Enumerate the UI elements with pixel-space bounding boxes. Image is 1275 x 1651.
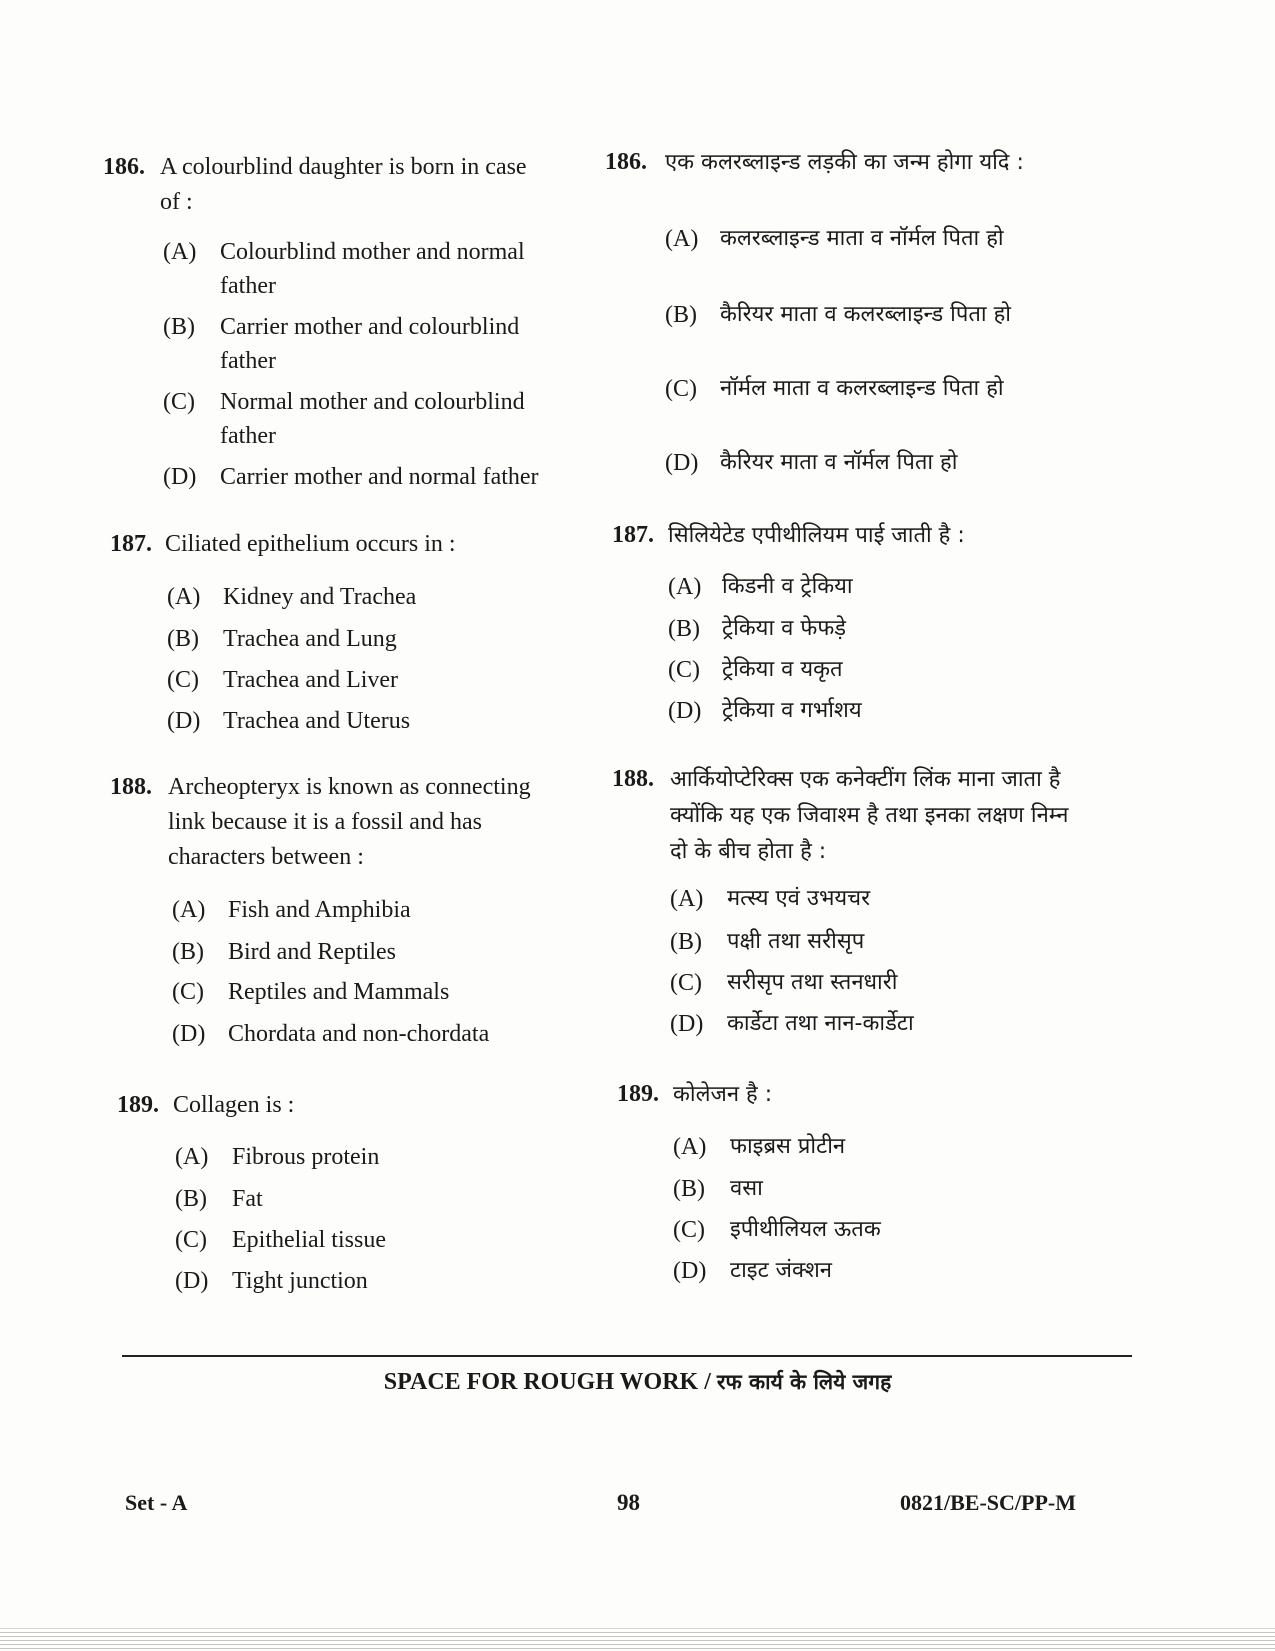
question-text-line: Ciliated epithelium occurs in : (165, 531, 456, 557)
question-number: 189. (617, 1081, 659, 1107)
option-label: (A) (670, 886, 704, 912)
question-text (165, 527, 456, 562)
option-label: (C) (172, 979, 204, 1005)
option-text (228, 1017, 489, 1051)
option-text-line: सरीसृप तथा स्तनधारी (727, 970, 898, 995)
set-label: Set - A (125, 1490, 188, 1515)
option-text-line: Fibrous protein (232, 1144, 380, 1170)
option-text (730, 1172, 763, 1206)
question-text-line: link because it is a fossil and has (168, 809, 482, 835)
option-text-line: Fish and Amphibia (228, 897, 411, 923)
question-text (673, 1077, 772, 1113)
option-text-line: ट्रेकिया व फेफड़े (722, 616, 847, 641)
option-text-line: Carrier mother and colourblind (220, 314, 520, 340)
option-text-line: कार्डेटा तथा नान-कार्डेटा (727, 1011, 914, 1036)
option-label: (A) (665, 226, 699, 252)
option-text-line: Trachea and Liver (223, 667, 399, 693)
option-text (730, 1130, 845, 1164)
option-text-line: किडनी व ट्रेकिया (722, 574, 853, 599)
option-label: (A) (175, 1144, 209, 1170)
option-text (730, 1213, 881, 1247)
option-text-line: Epithelial tissue (232, 1227, 386, 1253)
question-number: 189. (117, 1092, 159, 1118)
option-label: (C) (167, 667, 199, 693)
rough-work-divider (122, 1355, 1132, 1357)
option-label: (C) (670, 970, 702, 996)
question-number: 188. (612, 766, 654, 792)
option-label: (D) (167, 708, 201, 734)
option-text-line: इपीथीलियल ऊतक (730, 1217, 881, 1242)
question-text (173, 1088, 294, 1123)
question-text-line: दो के बीच होता है : (670, 839, 827, 864)
question-number: 186. (605, 149, 647, 175)
option-text-line: Normal mother and colourblind (220, 389, 525, 415)
option-label: (C) (668, 657, 700, 683)
option-text-line: Colourblind mother and normal (220, 239, 525, 265)
option-text (223, 663, 398, 697)
option-text (720, 298, 1011, 332)
question-text (665, 145, 1024, 181)
option-label: (B) (670, 929, 702, 955)
option-text (223, 704, 410, 738)
option-label: (A) (668, 574, 702, 600)
rough-work-english: SPACE FOR ROUGH WORK / (383, 1369, 711, 1395)
option-text (232, 1223, 386, 1257)
option-text (232, 1182, 263, 1216)
option-text (722, 612, 846, 646)
option-text-line: Kidney and Trachea (223, 584, 417, 610)
question-text-line: आर्कियोप्टेरिक्स एक कनेक्टींग लिंक माना जाता है (670, 767, 1061, 792)
option-text-line: Reptiles and Mammals (228, 979, 450, 1005)
option-label: (B) (665, 302, 697, 328)
question-text-line: of : (160, 189, 193, 215)
option-text-line: पक्षी तथा सरीसृप (727, 929, 865, 954)
option-text-line: ट्रेकिया व यकृत (722, 657, 843, 682)
option-text (727, 966, 897, 1000)
option-label: (D) (163, 464, 197, 490)
option-text-line: टाइट जंक्शन (730, 1258, 832, 1283)
option-text-line: Trachea and Uterus (223, 708, 411, 734)
option-label: (B) (175, 1186, 207, 1212)
option-label: (D) (668, 698, 702, 724)
option-text (223, 580, 416, 614)
bottom-edge-lines (0, 1628, 1275, 1651)
question-text (668, 518, 965, 554)
option-text-line: father (220, 423, 276, 449)
option-text (722, 653, 843, 687)
option-text (232, 1140, 379, 1174)
option-text (220, 235, 525, 303)
option-text (720, 446, 957, 480)
option-label: (D) (670, 1011, 704, 1037)
option-label: (B) (172, 939, 204, 965)
paper-code: 0821/BE-SC/PP-M (900, 1490, 1076, 1515)
option-text-line: कैरियर माता व कलरब्लाइन्ड पिता हो (720, 302, 1011, 327)
option-text-line: father (220, 273, 276, 299)
option-label: (C) (673, 1217, 705, 1243)
option-text-line: फाइब्रस प्रोटीन (730, 1134, 846, 1159)
option-label: (D) (665, 450, 699, 476)
option-label: (C) (175, 1227, 207, 1253)
page-number: 98 (617, 1490, 640, 1515)
option-text-line: कैरियर माता व नॉर्मल पिता हो (720, 450, 958, 475)
option-text-line: वसा (730, 1176, 763, 1201)
option-text-line: Carrier mother and normal father (220, 464, 539, 490)
option-text (228, 893, 411, 927)
question-number: 188. (110, 774, 152, 800)
option-text (730, 1254, 832, 1288)
option-text (727, 1007, 914, 1041)
question-text-line: Archeopteryx is known as connecting (168, 774, 531, 800)
option-label: (B) (673, 1176, 705, 1202)
option-text (727, 925, 864, 959)
option-text-line: मत्स्य एवं उभयचर (727, 886, 871, 911)
option-text (228, 975, 449, 1009)
rough-work-hindi: रफ कार्य के लिये जगह (716, 1370, 892, 1394)
question-text (670, 762, 1068, 870)
option-text (232, 1264, 368, 1298)
option-text (220, 310, 519, 378)
question-number: 186. (103, 154, 145, 180)
option-text (223, 622, 397, 656)
question-text-line: सिलियेटेड एपीथीलियम पाई जाती है : (668, 523, 965, 548)
option-label: (B) (163, 314, 195, 340)
option-label: (A) (163, 239, 197, 265)
option-text (727, 882, 870, 916)
option-label: (D) (172, 1021, 206, 1047)
question-text (168, 770, 531, 875)
option-label: (A) (167, 584, 201, 610)
option-text-line: Bird and Reptiles (228, 939, 396, 965)
option-text-line: ट्रेकिया व गर्भाशय (722, 698, 862, 723)
option-text (220, 385, 525, 453)
option-label: (A) (673, 1134, 707, 1160)
option-label: (C) (163, 389, 195, 415)
option-text-line: Fat (232, 1186, 263, 1212)
question-number: 187. (110, 531, 152, 557)
option-label: (B) (668, 616, 700, 642)
question-text-line: एक कलरब्लाइन्ड लड़की का जन्म होगा यदि : (665, 150, 1024, 175)
option-text-line: Trachea and Lung (223, 626, 397, 652)
question-text-line: कोलेजन है : (673, 1082, 773, 1107)
option-text (720, 372, 1004, 406)
option-text (722, 694, 862, 728)
option-text (228, 935, 396, 969)
option-label: (A) (172, 897, 206, 923)
option-text-line: Tight junction (232, 1268, 368, 1294)
question-text-line: क्योंकि यह एक जिवाश्म है तथा इनका लक्षण निम्न (670, 803, 1069, 828)
option-label: (C) (665, 376, 697, 402)
option-text-line: कलरब्लाइन्ड माता व नॉर्मल पिता हो (720, 226, 1004, 251)
option-text-line: नॉर्मल माता व कलरब्लाइन्ड पिता हो (720, 376, 1004, 401)
rough-work-heading (0, 1368, 1275, 1396)
option-label: (B) (167, 626, 199, 652)
option-label: (D) (175, 1268, 209, 1294)
question-number: 187. (612, 522, 654, 548)
question-text-line: Collagen is : (173, 1092, 295, 1118)
option-text (720, 222, 1004, 256)
option-text-line: father (220, 348, 276, 374)
option-text (220, 460, 539, 494)
question-text-line: characters between : (168, 844, 364, 870)
option-label: (D) (673, 1258, 707, 1284)
question-text-line: A colourblind daughter is born in case (160, 154, 527, 180)
question-text (160, 150, 527, 220)
option-text (722, 570, 853, 604)
option-text-line: Chordata and non-chordata (228, 1021, 490, 1047)
